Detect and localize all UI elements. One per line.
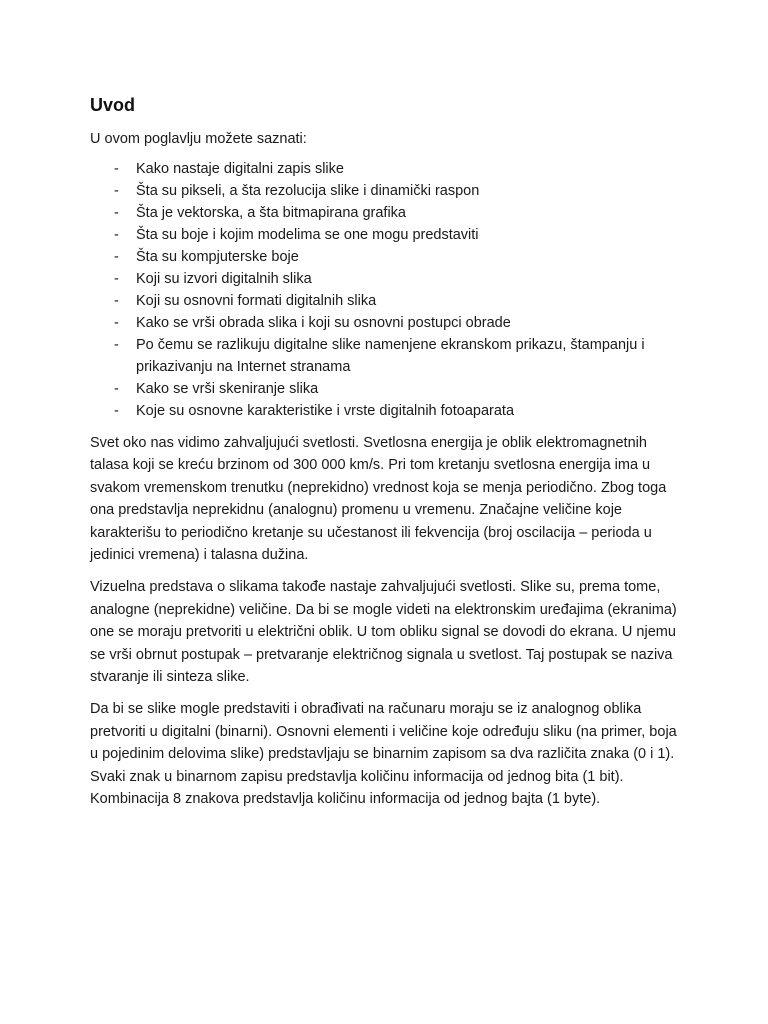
list-item (90, 268, 682, 290)
bullet-dash: - (114, 403, 119, 419)
list-item (90, 334, 682, 378)
section-heading: Uvod (90, 95, 135, 115)
bullet-dash: - (114, 249, 119, 265)
topic-list (90, 158, 682, 422)
bullet-dash: - (114, 183, 119, 199)
paragraph-digital-representation: Da bi se slike mogle predstaviti i obrađivati na računaru moraju se iz analognog oblika pretvoriti u digitalni (binarni). Osnovni elementi i veličine koje određuju sliku (na primer, boja u pojedinim delovima slike) predstavljaju se binarnim zapisom sa dva različita znaka (0 i 1). Svaki znak u binarnom zapisu predstavlja količinu informacija od jednog bita (1 bit). Kombinacija 8 znakova predstavlja količinu informacija od jednog bajta (1 byte). (90, 701, 677, 808)
paragraph-image-perception: Vizuelna predstava o slikama takođe nastaje zahvaljujući svetlosti. Slike su, prema tome, analogne (neprekidne) veličine. Da bi se mogle videti na elektronskim uređajima (ekranima) one se moraju pretvoriti u električni oblik. U tom obliku signal se dovodi do ekrana. U njemu se vrši obrnut postupak – pretvaranje električnog signala u svetlost. Taj postupak se naziva stvaranje ili sinteza slike. (90, 579, 677, 686)
list-item-text: Šta su kompjuterske boje (136, 249, 299, 265)
list-item (90, 290, 682, 312)
list-item-text: Koji su osnovni formati digitalnih slika (136, 293, 377, 309)
paragraph-light: Svet oko nas vidimo zahvaljujući svetlosti. Svetlosna energija je oblik elektromagnetnih talasa koji se kreću brzinom od 300 000 km/s. Pri tom kretanju svetlosna energija ima u svakom vremenskom trenutku (neprekidno) vrednost koja se menja periodično. Zbog toga ona predstavlja neprekidnu (analognu) promenu u vremenu. Značajne veličine koje karakterišu to periodično kretanje su učestanost ili fekvencija (broj oscilacija – perioda u jedinici vremena) i talasna dužina. (90, 435, 667, 564)
document-page (90, 92, 682, 821)
list-item-text: Koji su izvori digitalnih slika (136, 271, 312, 287)
intro-text: U ovom poglavlju možete saznati: (90, 131, 307, 147)
bullet-dash: - (114, 227, 119, 243)
list-item (90, 400, 682, 422)
list-item-text: Kako nastaje digitalni zapis slike (136, 161, 344, 177)
list-item (90, 202, 682, 224)
list-item (90, 158, 682, 180)
list-item-text: Kako se vrši skeniranje slika (136, 381, 319, 397)
list-item (90, 180, 682, 202)
list-item (90, 246, 682, 268)
list-item-text: Šta je vektorska, a šta bitmapirana grafika (136, 205, 406, 221)
list-item-text: Šta su pikseli, a šta rezolucija slike i dinamički raspon (136, 183, 480, 199)
bullet-dash: - (114, 161, 119, 177)
bullet-dash: - (114, 293, 119, 309)
list-item-text: Koje su osnovne karakteristike i vrste digitalnih fotoaparata (136, 403, 515, 419)
list-item (90, 224, 682, 246)
list-item-text: Kako se vrši obrada slika i koji su osnovni postupci obrade (136, 315, 511, 331)
bullet-dash: - (114, 337, 119, 353)
bullet-dash: - (114, 315, 119, 331)
list-item-text: Po čemu se razlikuju digitalne slike namenjene ekranskom prikazu, štampanju i prikazivanju na Internet stranama (136, 337, 645, 375)
bullet-dash: - (114, 271, 119, 287)
bullet-dash: - (114, 205, 119, 221)
list-item (90, 312, 682, 334)
list-item-text: Šta su boje i kojim modelima se one mogu predstaviti (136, 227, 479, 243)
list-item (90, 378, 682, 400)
bullet-dash: - (114, 381, 119, 397)
